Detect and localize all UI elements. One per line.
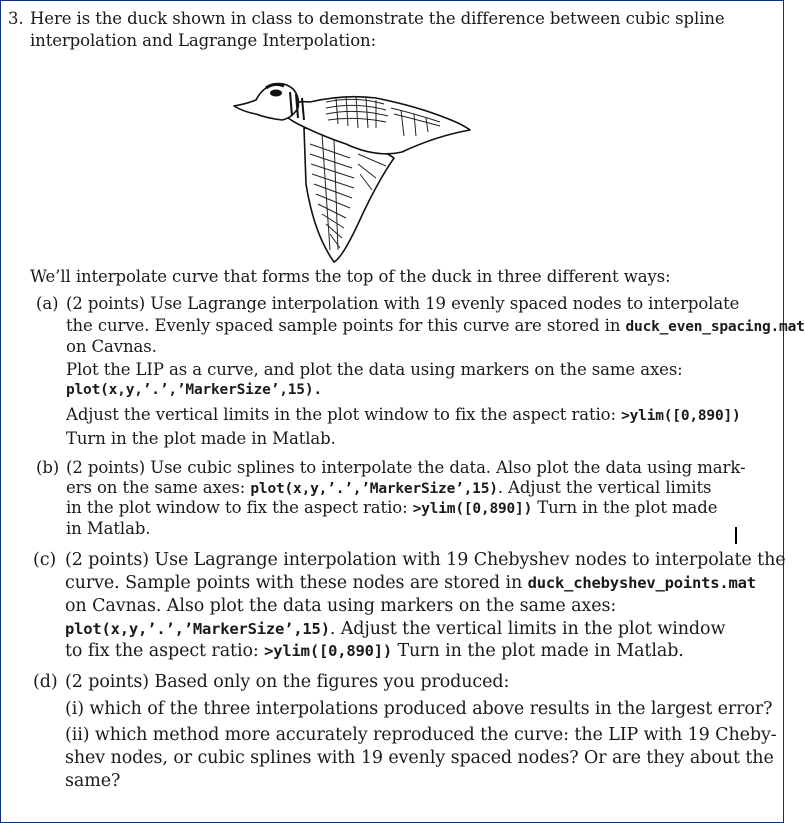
duck-head [234,84,299,120]
part-b-label: (b) [36,458,60,477]
part-c-line5-tail: Turn in the plot made in Matlab. [392,641,684,661]
part-c-line3: on Cavnas. Also plot the data using markers on the same axes: [65,596,617,616]
part-a-label: (a) [36,294,59,313]
part-a-line2-text: the curve. Evenly spaced sample points for this curve are stored in [66,316,626,335]
part-b-line1: (2 points) Use cubic splines to interpolate the data. Also plot the data using mark- [66,458,746,477]
part-a-line6-text: Adjust the vertical limits in the plot window to fix the aspect ratio: [66,405,622,424]
duck-eye [270,90,282,97]
part-a-ylim-code: >ylim([0,890]) [621,408,741,424]
problem-heading-line2: interpolation and Lagrange Interpolation: [30,31,377,50]
part-a-filename: duck_even_spacing.mat [625,319,805,335]
part-c-ylim-code: >ylim([0,890]) [264,642,393,660]
part-d-question-ii-line3: same? [65,771,121,791]
part-b-line3 [66,498,717,517]
part-a-plot-code: plot(x,y,’.’,’MarkerSize’,15). [66,382,322,398]
part-c-line5 [65,641,684,661]
part-d-question-ii-line1: (ii) which method more accurately reproduced the curve: the LIP with 19 Cheby- [65,725,777,745]
text-cursor [735,527,737,544]
part-b-line3-tail: Turn in the plot made [532,498,718,517]
part-b-plot-code: plot(x,y,’.’,’MarkerSize’,15) [250,481,498,497]
part-b-ylim-code: >ylim([0,890]) [412,501,533,517]
duck-illustration [226,74,476,269]
part-c-line4 [65,619,725,639]
part-b-line2-text: ers on the same axes: [66,478,251,497]
part-d-line1: (2 points) Based only on the figures you produced: [65,672,510,692]
part-b-line2 [66,478,711,497]
part-a-line6 [66,405,741,424]
part-c-line4-tail: . Adjust the vertical limits in the plot window [329,619,726,639]
part-a-line7: Turn in the plot made in Matlab. [66,429,336,448]
part-a-line1: (2 points) Use Lagrange interpolation with 19 evenly spaced nodes to interpolate [66,294,740,313]
part-c-filename: duck_chebyshev_points.mat [527,574,756,592]
part-d-question-i: (i) which of the three interpolations produced above results in the largest error? [65,699,773,719]
part-c-line5-text: to fix the aspect ratio: [65,641,265,661]
part-a-line3: on Cavnas. [66,337,157,356]
part-c-line2 [65,573,756,593]
part-c-line2-text: curve. Sample points with these nodes are stored in [65,573,528,593]
part-a-line2 [66,316,805,335]
part-c-line1: (2 points) Use Lagrange interpolation with 19 Chebyshev nodes to interpolate the [65,550,786,570]
problem-number: 3. [8,9,24,28]
part-b-line4: in Matlab. [66,519,151,538]
part-d-label: (d) [33,672,58,692]
part-d-question-ii-line2: shev nodes, or cubic splines with 19 evenly spaced nodes? Or are they about the [65,748,774,768]
intro-text: We’ll interpolate curve that forms the top of the duck in three different ways: [30,267,671,286]
problem-heading-line1: Here is the duck shown in class to demonstrate the difference between cubic spline [30,9,725,28]
part-c-plot-code: plot(x,y,’.’,’MarkerSize’,15) [65,620,330,638]
part-b-line2-tail: . Adjust the vertical limits [497,478,712,497]
part-c-label: (c) [33,550,57,570]
part-b-line3-text: in the plot window to fix the aspect ratio: [66,498,413,517]
part-a-line4: Plot the LIP as a curve, and plot the data using markers on the same axes: [66,360,683,379]
